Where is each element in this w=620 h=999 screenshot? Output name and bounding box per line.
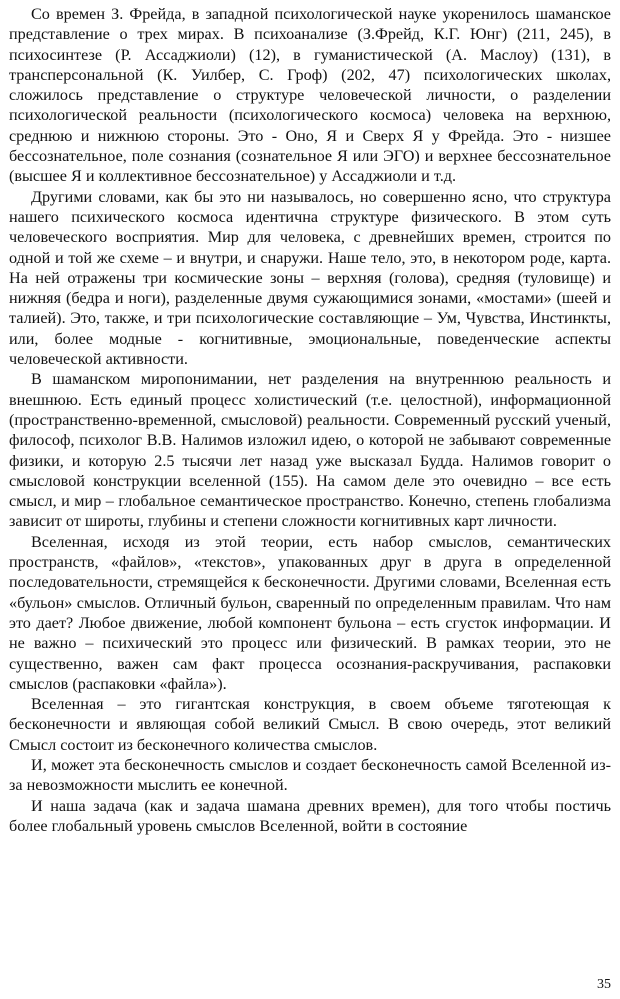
paragraph-2: Другими словами, как бы это ни называлось, но совершенно ясно, что структура нашего психического космоса идентична структуре физического. В этом суть человеческого восприятия. Мир для человека, с древнейших времен, строится по одной и той же схеме – и внутри, и снаружи. Наше тело, это, в некотором роде, карта. На ней отражены три космические зоны – верхняя (голова), средняя (туловище) и нижняя (бедра и ноги), разделенные двумя сужающимися зонами, «мостами» (шеей и талией). Это, также, и три психологические составляющие – Ум, Чувства, Инстинкты, или, более модные - когнитивные, эмоциональные, поведенческие аспекты человеческой активности. [9,187,611,369]
paragraph-3: В шаманском миропонимании, нет разделения на внутреннюю реальность и внешнюю. Есть единый процесс холистический (т.е. целостной), информационной (пространственно-временной, смысловой) реальности. Современный русский ученый, философ, психолог В.В. Налимов изложил идею, о которой не забывают современные физики, и которую 2.5 тысячи лет назад уже высказал Будда. Налимов говорит о смысловой конструкции вселенной (155). На самом деле это очевидно – все есть смысл, и мир – глобальное семантическое пространство. Конечно, степень глобализма зависит от широты, глубины и степени сложности когнитивных карт личности. [9,370,611,531]
paragraph-6: И, может эта бесконечность смыслов и создает бесконечность самой Вселенной из-за невозможности мыслить ее конечной. [9,755,611,795]
page-number: 35 [597,977,611,992]
paragraph-1: Со времен З. Фрейда, в западной психологической науке укоренилось шаманское представление о трех мирах. В психоанализе (З.Фрейд, К.Г. Юнг) (211, 245), в психосинтезе (Р. Ассаджиоли) (12), в гуманистической (А. Маслоу) (131), в трансперсональной (К. Уилбер, С. Гроф) (202, 47) психологических школах, сложилось представление о структуре человеческой личности, о разделении психологической реальности (психологического космоса) человека на верхнюю, среднюю и нижнюю стороны. Это - Оно, Я и Сверх Я у Фрейда. Это - низшее бессознательное, поле сознания (сознательное Я или ЭГО) и верхнее бессознательное (высшее Я и коллективное бессознательное) у Ассаджиоли и т.д. [9,5,611,186]
paragraph-4: Вселенная, исходя из этой теории, есть набор смыслов, семантических пространств, «файлов», «текстов», упакованных друг в друга в определенной последовательности, стремящейся к бесконечности. Другими словами, Вселенная есть «бульон» смыслов. Отличный бульон, сваренный по определенным правилам. Что нам это дает? Любое движение, любой компонент бульона – есть сгусток информации. И не важно – психический это процесс или физический. В рамках теории, это не существенно, важен сам факт процесса осознания-раскручивания, распаковки смыслов (распаковки «файла»). [9,532,611,693]
paragraph-7: И наша задача (как и задача шамана древних времен), для того чтобы постичь более глобальный уровень смыслов Вселенной, войти в состояние [9,796,611,835]
paragraph-5: Вселенная – это гигантская конструкция, в своем объеме тяготеющая к бесконечности и являющая собой великий Смысл. В свою очередь, этот великий Смысл состоит из бесконечного количества смыслов. [9,695,611,754]
